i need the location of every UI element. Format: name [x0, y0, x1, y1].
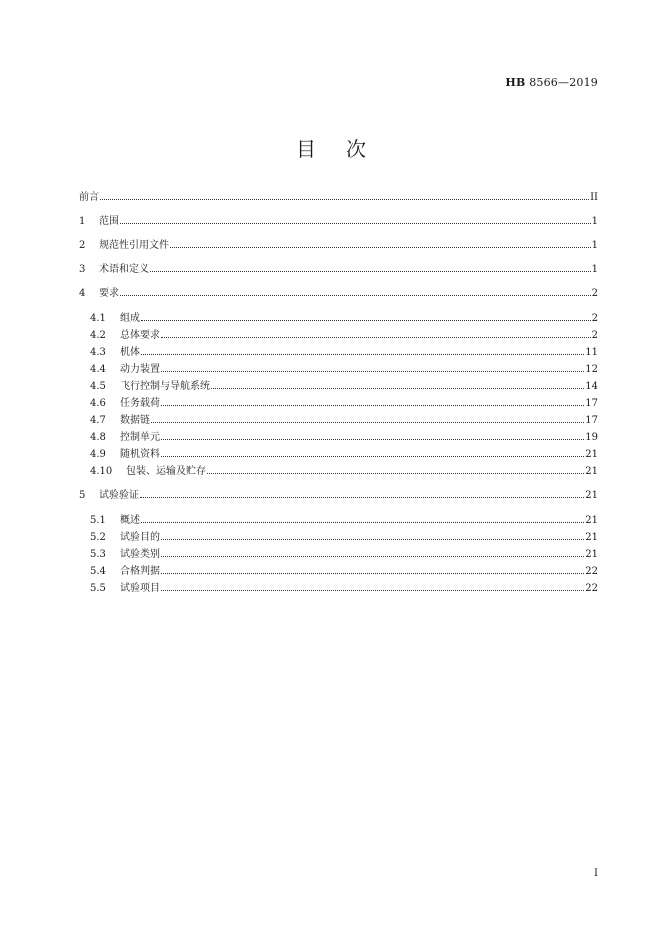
- page-number: I: [594, 868, 598, 879]
- toc-entry-title: 飞行控制与导航系统: [120, 381, 210, 392]
- toc-entry-page: 2: [591, 330, 598, 341]
- toc-entry-number: 2: [79, 240, 86, 251]
- toc-entry-4-5[interactable]: [79, 378, 598, 395]
- dot-leader: [161, 555, 584, 557]
- dot-leader: [150, 270, 591, 272]
- toc-entry-page: 1: [591, 240, 598, 251]
- toc-entry-title: 数据链: [120, 415, 150, 426]
- dot-leader: [170, 246, 591, 248]
- table-of-contents: [79, 190, 598, 597]
- toc-entry-title: 任务载荷: [120, 398, 160, 409]
- toc-entry-number: 4.3: [90, 347, 106, 358]
- toc-entry-title: 术语和定义: [99, 264, 149, 275]
- toc-entry-title: 组成: [120, 313, 140, 324]
- dot-leader: [100, 198, 589, 200]
- toc-entry-4-10[interactable]: [79, 463, 598, 480]
- dot-leader: [161, 589, 584, 591]
- toc-entry-number: 4.10: [90, 466, 113, 477]
- toc-entry-number: 4.6: [90, 398, 106, 409]
- toc-entry-title: 控制单元: [120, 432, 160, 443]
- dot-leader: [161, 404, 584, 406]
- toc-entry-title: 机体: [120, 347, 140, 358]
- dot-leader: [161, 370, 584, 372]
- toc-entry-5-4[interactable]: [79, 563, 598, 580]
- toc-entry-4-9[interactable]: [79, 446, 598, 463]
- toc-entry-preface[interactable]: [79, 190, 598, 206]
- toc-entry-title: 试验目的: [120, 532, 160, 543]
- dot-leader: [120, 294, 591, 296]
- toc-entry-number: 4.8: [90, 432, 106, 443]
- toc-entry-number: 5.3: [90, 549, 106, 560]
- toc-entry-4[interactable]: [79, 286, 598, 302]
- dot-leader: [140, 496, 584, 498]
- toc-entry-page: 1: [591, 216, 598, 227]
- toc-entry-title: 包装、运输及贮存: [126, 466, 206, 477]
- toc-entry-title: 合格判据: [120, 566, 160, 577]
- dot-leader: [151, 421, 584, 423]
- toc-entry-4-8[interactable]: [79, 429, 598, 446]
- toc-entry-5-3[interactable]: [79, 546, 598, 563]
- toc-entry-5-1[interactable]: [79, 512, 598, 529]
- toc-entry-title: 总体要求: [120, 330, 160, 341]
- toc-entry-page: 19: [585, 432, 598, 443]
- toc-entry-4-6[interactable]: [79, 395, 598, 412]
- toc-entry-number: 4: [79, 288, 86, 299]
- toc-entry-1[interactable]: [79, 214, 598, 230]
- toc-entry-page: 21: [585, 490, 598, 501]
- toc-entry-number: 4.2: [90, 330, 106, 341]
- toc-entry-4-2[interactable]: [79, 327, 598, 344]
- toc-entry-number: 4.1: [90, 313, 106, 324]
- dot-leader: [141, 521, 584, 523]
- toc-entry-number: 5.1: [90, 515, 106, 526]
- toc-entry-page: 17: [585, 415, 598, 426]
- toc-entry-page: 22: [585, 566, 598, 577]
- toc-entry-title: 前言: [79, 192, 99, 203]
- dot-leader: [141, 319, 591, 321]
- dot-leader: [161, 336, 591, 338]
- standard-code: [505, 76, 598, 89]
- dot-leader: [207, 472, 584, 474]
- toc-entry-number: 4.5: [90, 381, 106, 392]
- toc-entry-4-1[interactable]: [79, 310, 598, 327]
- toc-entry-number: 4.9: [90, 449, 106, 460]
- toc-entry-title: 试验项目: [120, 583, 160, 594]
- toc-entry-page: 21: [585, 515, 598, 526]
- toc-entry-number: 5.2: [90, 532, 106, 543]
- toc-entry-3[interactable]: [79, 262, 598, 278]
- toc-entry-5-5[interactable]: [79, 580, 598, 597]
- toc-entry-title: 随机资料: [120, 449, 160, 460]
- toc-entry-title: 概述: [120, 515, 140, 526]
- toc-entry-number: 1: [79, 216, 86, 227]
- toc-entry-page: 12: [585, 364, 598, 375]
- dot-leader: [161, 538, 584, 540]
- dot-leader: [120, 222, 591, 224]
- toc-entry-page: 2: [591, 288, 598, 299]
- toc-entry-page: 21: [585, 449, 598, 460]
- toc-entry-number: 3: [79, 264, 86, 275]
- dot-leader: [161, 455, 584, 457]
- toc-entry-page: 22: [585, 583, 598, 594]
- dot-leader: [161, 572, 584, 574]
- dot-leader: [141, 353, 584, 355]
- toc-entry-title: 试验验证: [99, 490, 139, 501]
- toc-entry-5[interactable]: [79, 488, 598, 504]
- toc-entry-4-7[interactable]: [79, 412, 598, 429]
- toc-entry-number: 4.4: [90, 364, 106, 375]
- toc-entry-page: 21: [585, 549, 598, 560]
- toc-entry-page: 14: [585, 381, 598, 392]
- toc-entry-page: II: [590, 192, 598, 203]
- toc-entry-title: 动力装置: [120, 364, 160, 375]
- toc-entry-page: 1: [591, 264, 598, 275]
- toc-entry-number: 5.5: [90, 583, 106, 594]
- toc-entry-title: 要求: [99, 288, 119, 299]
- dot-leader: [211, 387, 584, 389]
- dot-leader: [161, 438, 584, 440]
- standard-code-number: 8566—2019: [529, 76, 598, 89]
- toc-entry-page: 21: [585, 466, 598, 477]
- toc-entry-2[interactable]: [79, 238, 598, 254]
- toc-entry-page: 17: [585, 398, 598, 409]
- standard-code-prefix: HB: [505, 76, 526, 89]
- toc-entry-4-3[interactable]: [79, 344, 598, 361]
- toc-entry-4-4[interactable]: [79, 361, 598, 378]
- toc-entry-5-2[interactable]: [79, 529, 598, 546]
- toc-entry-title: 范围: [99, 216, 119, 227]
- toc-entry-number: 5.4: [90, 566, 106, 577]
- toc-entry-page: 21: [585, 532, 598, 543]
- toc-entry-number: 4.7: [90, 415, 106, 426]
- toc-entry-page: 11: [585, 347, 598, 358]
- toc-entry-page: 2: [591, 313, 598, 324]
- toc-entry-number: 5: [79, 490, 86, 501]
- toc-entry-title: 规范性引用文件: [99, 240, 169, 251]
- page-title: 目次: [296, 137, 396, 161]
- toc-entry-title: 试验类别: [120, 549, 160, 560]
